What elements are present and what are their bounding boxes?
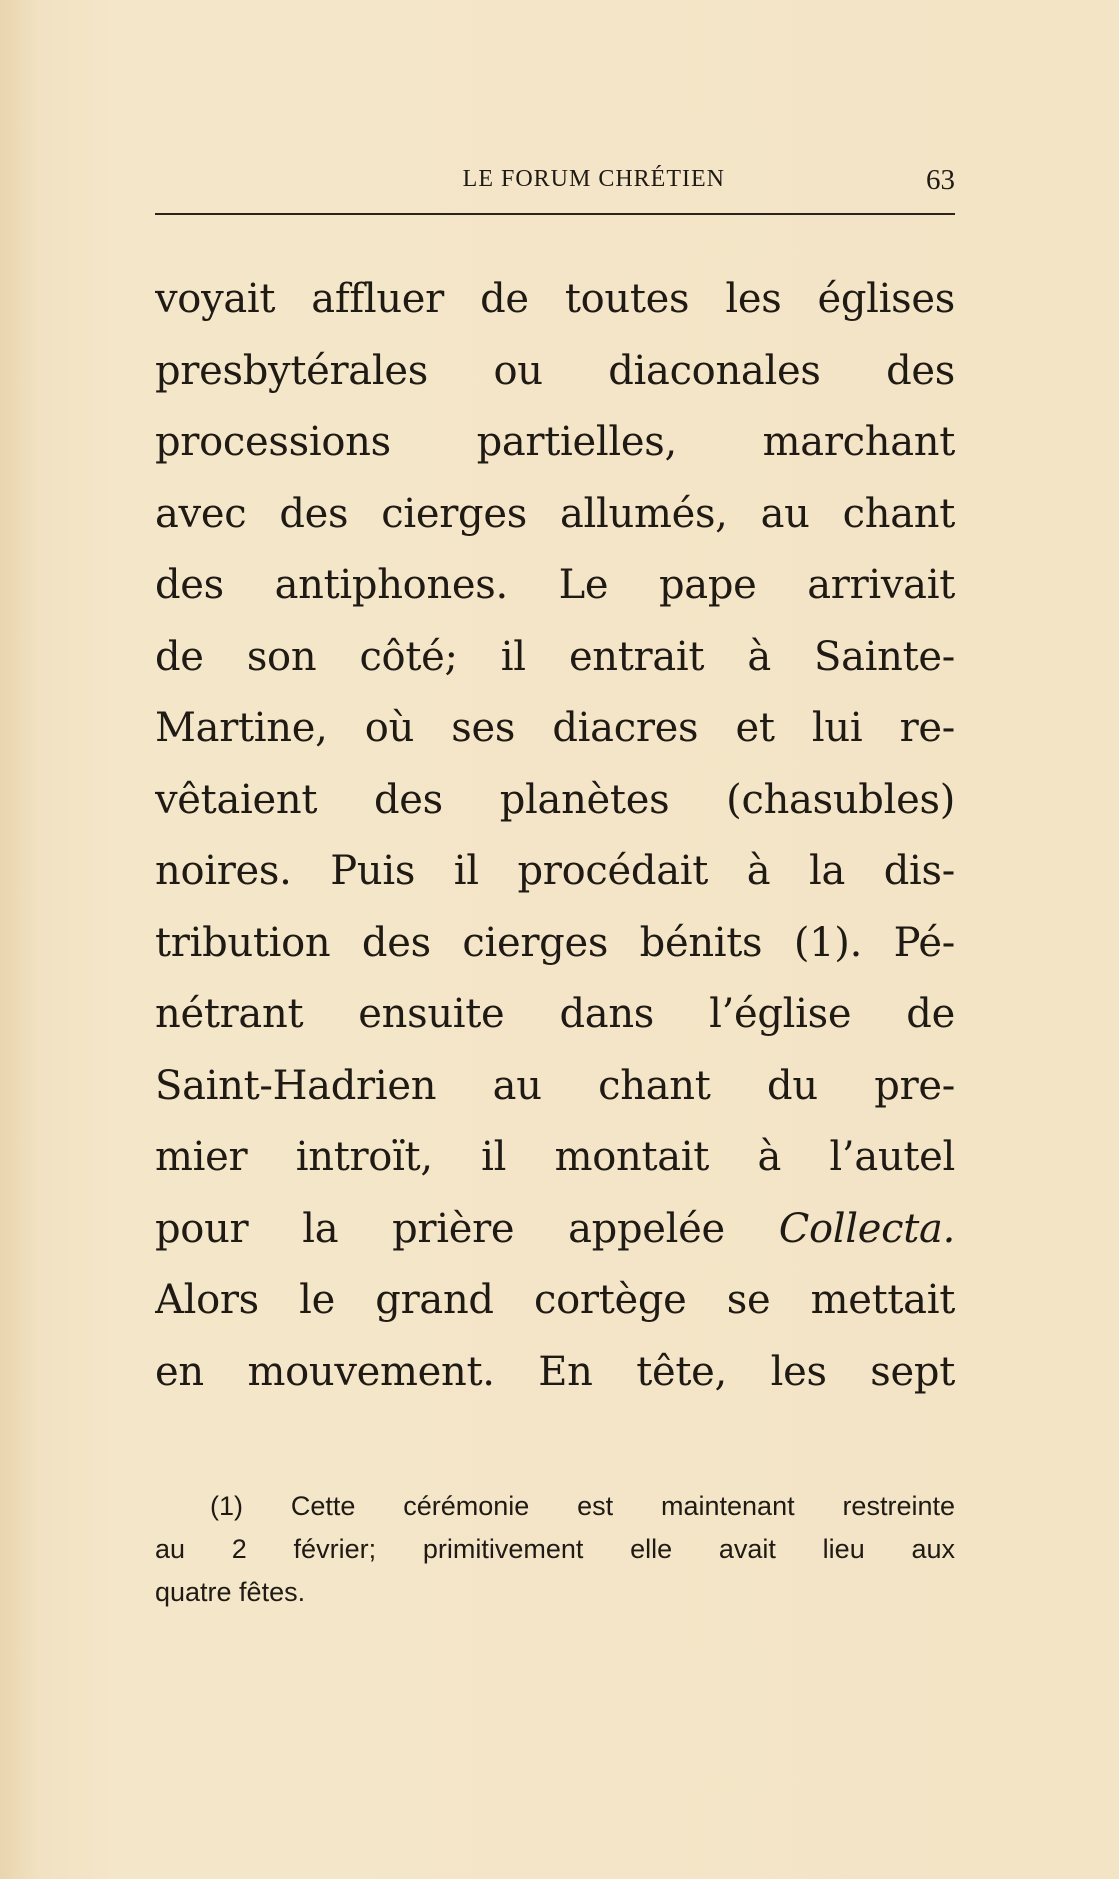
header-rule <box>155 213 955 215</box>
text-line: nétrant ensuite dans l’église de <box>155 991 955 1037</box>
page-number: 63 <box>926 164 955 196</box>
footnote <box>155 1485 955 1614</box>
text-line: mier introït, il montait à l’autel <box>155 1134 955 1180</box>
text-line: voyait affluer de toutes les églises <box>155 276 955 322</box>
text-line: presbytérales ou diaconales des <box>155 347 955 394</box>
footnote-line: au 2 février; primitivement elle avait lieu aux <box>155 1534 955 1564</box>
text-line: vêtaient des planètes (chasubles) <box>155 776 955 823</box>
text-line: des antiphones. Le pape arrivait <box>155 562 955 608</box>
italic-term: Collecta. <box>778 1205 955 1252</box>
text-line: en mouvement. En tête, les sept <box>155 1348 955 1395</box>
footnote-line: quatre fêtes. <box>155 1577 306 1607</box>
running-title: LE FORUM CHRÉTIEN <box>462 166 725 192</box>
text-line: Saint-Hadrien au chant du pre- <box>155 1062 955 1109</box>
footnote-line: (1) Cette cérémonie est maintenant restreinte <box>210 1491 955 1521</box>
text-line: de son côté; il entrait à Sainte- <box>155 633 955 680</box>
text-line: tribution des cierges bénits (1). Pé- <box>155 919 955 966</box>
text-line: processions partielles, marchant <box>155 419 955 465</box>
text-line: noires. Puis il procédait à la dis- <box>155 848 955 894</box>
running-head <box>155 166 955 206</box>
body-text <box>155 264 955 1408</box>
book-page <box>155 0 955 1879</box>
text-line: Martine, où ses diacres et lui re- <box>155 705 955 751</box>
text-line-collecta <box>155 1194 955 1266</box>
text-line: avec des cierges allumés, au chant <box>155 490 955 537</box>
text-line: Alors le grand cortège se mettait <box>155 1277 955 1323</box>
text-segment: pour la prière appelée <box>155 1205 779 1252</box>
